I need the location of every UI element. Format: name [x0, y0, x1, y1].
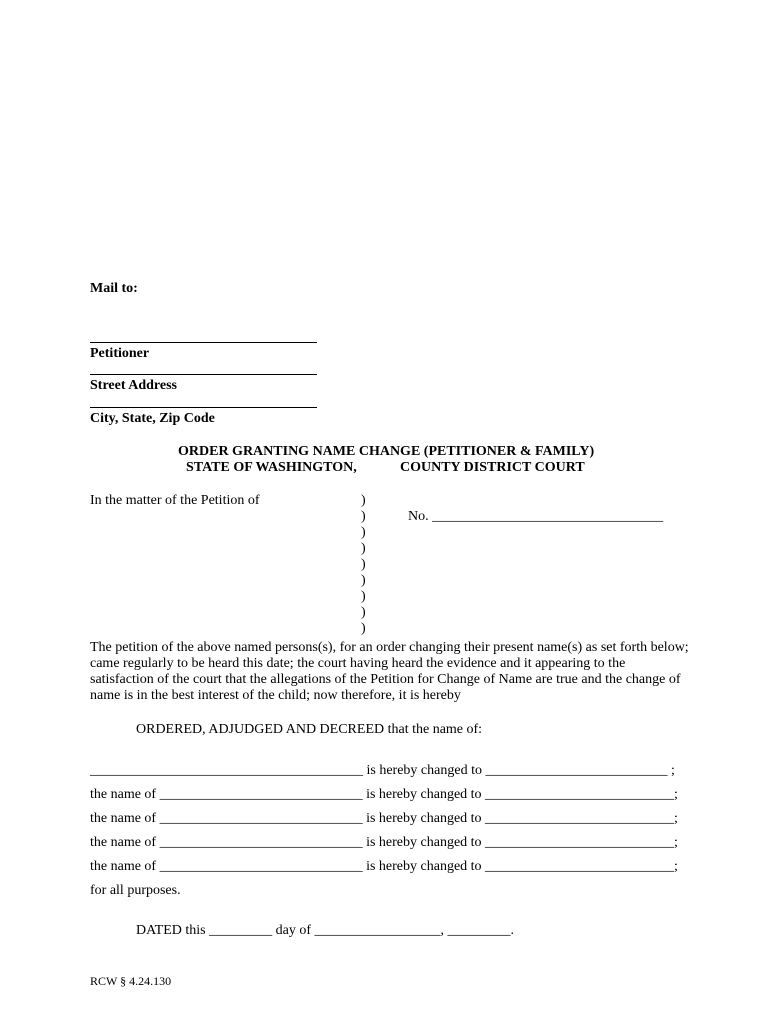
caption-paren: )	[361, 493, 366, 508]
city-state-zip-label: City, State, Zip Code	[90, 411, 215, 426]
petitioner-line	[90, 342, 317, 343]
caption-paren: )	[361, 509, 366, 524]
caption-paren: )	[361, 605, 366, 620]
mail-to-label: Mail to:	[90, 281, 138, 296]
petition-paragraph: The petition of the above named persons(s), for an order changing their present name(s) as set forth below; came regularly to be heard this date; the court having heard the evidence and it appearing to the satisfaction of the court that the allegations of the Petition for Change of Name are true and the change of name is in the best interest of the child; now therefore, it is hereby	[90, 640, 689, 703]
petitioner-label: Petitioner	[90, 346, 150, 361]
caption-paren: )	[361, 525, 366, 540]
court-label: COUNTY DISTRICT COURT	[400, 460, 585, 475]
caption-paren: )	[361, 621, 366, 636]
street-address-label: Street Address	[90, 378, 177, 393]
name-change-row[interactable]: the name of _____________________________ is hereby changed to ___________________________;	[90, 835, 678, 850]
caption-paren: )	[361, 557, 366, 572]
document-title: ORDER GRANTING NAME CHANGE (PETITIONER & FAMILY)	[178, 444, 595, 459]
state-label: STATE OF WASHINGTON,	[186, 460, 357, 475]
name-change-row[interactable]: the name of _____________________________ is hereby changed to ___________________________;	[90, 811, 678, 826]
matter-label: In the matter of the Petition of	[90, 493, 260, 508]
name-change-row[interactable]: the name of _____________________________ is hereby changed to ___________________________;	[90, 859, 678, 874]
ordered-clause: ORDERED, ADJUDGED AND DECREED that the name of:	[136, 722, 483, 737]
name-change-row[interactable]: the name of _____________________________ is hereby changed to ___________________________;	[90, 787, 678, 802]
rcw-citation: RCW § 4.24.130	[90, 974, 172, 988]
caption-paren: )	[361, 589, 366, 604]
city-state-zip-line	[90, 407, 317, 408]
for-all-purposes: for all purposes.	[90, 883, 181, 898]
dated-line[interactable]: DATED this _________ day of __________________, _________.	[136, 923, 514, 938]
name-change-row[interactable]: _______________________________________ is hereby changed to __________________________ ;	[90, 763, 675, 778]
caption-paren: )	[361, 573, 366, 588]
street-address-line	[90, 374, 317, 375]
case-number-field[interactable]: No. _________________________________	[408, 509, 664, 524]
caption-paren: )	[361, 541, 366, 556]
